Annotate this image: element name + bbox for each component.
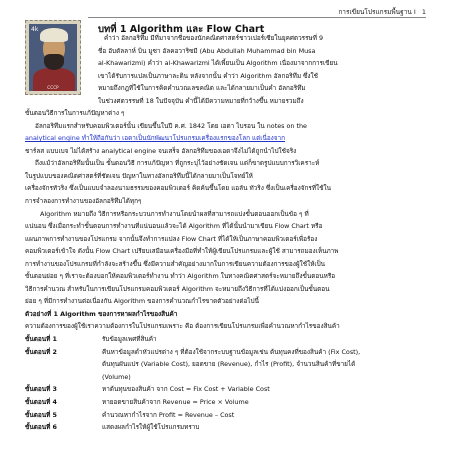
step-row — [25, 346, 426, 359]
stamp-country: CCCP — [47, 85, 59, 90]
para2-line-8: ย่อย ๆ ที่มีการทำงานต่อเนื่องกัน Algorithm ของการคำนวณกำไรขาดตัวอย่างต่อไปนี้ — [25, 297, 259, 305]
intro-line-5: หมายถึงกฎที่ใช้ในการคิดคำนวณเลขคณิต และได้กลายมาเป็นคำ อัลกอริทึม — [98, 84, 306, 92]
step-label: ขั้นตอนที่ 5 — [25, 410, 57, 419]
header-text: การเขียนโปรแกรมพื้นฐาน I — [338, 8, 416, 16]
step-text: คำนวณหากำไรจาก Profit = Revenue – Cost — [102, 410, 235, 419]
para2-line-4: คอมพิวเตอร์เข้าใจ ดังนั้น Flow Chart เปรียบเสมือนเครื่องมือที่ทำให้ผู้เขียนโปรแกรมและผู้ใช้ สามารถมองเห็นภาพ — [25, 247, 339, 255]
page-header — [338, 7, 426, 17]
intro-line-6: ในช่วงศตวรรษที่ 18 ในปัจจุบัน คำนี้ได้มีความหมายที่กว้างขึ้น หมายรวมถึง — [98, 97, 304, 105]
para1-line-1: ขั้นตอนวิธีการในการแก้ปัญหาต่าง ๆ — [25, 109, 125, 117]
stamp-turban — [40, 28, 68, 42]
example-title: ตัวอย่างที่ 1 Algorithm ของการหาผลกำไรของสินค้า — [25, 310, 178, 318]
header-divider — [88, 17, 426, 18]
page-number: 1 — [421, 8, 426, 16]
para2-line-7: วิธีการคำนวณ สำหรับในการเขียนโปรแกรมคอมพิวเตอร์ Algorithm จะหมายถึงวิธีการที่ได้แบ่งออกเป็นขั้นตอน — [25, 285, 330, 293]
step-text: แสดงผลกำไรให้ผู้ใช้โปรแกรมทราบ — [102, 423, 200, 432]
stamp-artwork — [29, 24, 77, 91]
step-label: ขั้นตอนที่ 6 — [25, 423, 57, 432]
algorithm-portrait-stamp — [25, 20, 81, 95]
intro-line-2: ชื่อ อับดัลลาห์ บิน มูซา อัลคอวาริซมี (Abu Abdullah Muhammad bin Musa — [98, 47, 316, 55]
step-row — [25, 421, 426, 434]
step-row — [25, 396, 426, 409]
example-subtitle: ความต้องการของผู้ใช้เราความต้องการในโปรแกรมเพราะ คือ ต้องการเขียนโปรแกรมเพื่อคำนวณหากำไรของสินค้า — [25, 322, 340, 330]
para1-line-6: ในรูปแบบของคณิตศาสตร์ที่ชัดเจน ปัญหาในทางอัลกอริทึมนี้ได้กลายมาเป็นโจทย์ให้ — [25, 172, 253, 180]
step-row — [25, 358, 426, 371]
step-text: หาต้นทุนของสินค้า จาก Cost = Fix Cost + Variable Cost — [102, 385, 270, 394]
step-text: (Volume) — [102, 372, 131, 381]
step-label: ขั้นตอนที่ 4 — [25, 397, 57, 406]
intro-line-1: คำว่า อัลกอริทึม มีที่มาจากชื่อของนักคณิตศาสตร์ชาวเปอร์เซียในยุคศตวรรษที่ 9 — [104, 34, 324, 42]
para2-line-5: การทำงานของโปรแกรมที่กำลังจะสร้างขึ้น ซึ่งมีความสำคัญอย่างมากในการเขียนความต้องการของผู้ใช้ให้เป็น — [25, 260, 326, 268]
step-row — [25, 333, 426, 346]
step-row — [25, 371, 426, 384]
para2-line-6: ขั้นตอนย่อย ๆ ที่เราจะต้องบอกให้คอมพิวเตอร์ทำงาน ทำว่า Algorithm ในทางคณิตศาสตร์จะหมายถึงขั้นตอนหรือ — [25, 272, 336, 280]
para2-line-2: แน่นอน ซึ่งเมื่อกระทำขั้นตอนการทำงานที่แน่นอนแล้วจะได้ Algorithm ที่ได้นั้นนำมาเขียน Flow Chart หรือ — [25, 222, 323, 230]
stamp-beard — [44, 54, 64, 70]
para1-line-4: ชาร์ลส แบบเบจ ไม่ได้สร้าง analytical engine จนเสร็จ อัลกอริทึมของเอดาจึงไม่ได้ถูกนำไปใช้จริง — [25, 147, 297, 155]
step-text: รับข้อมูลเพศที่สินค้า — [102, 335, 157, 343]
step-row — [25, 409, 426, 422]
stamp-value: 4k — [31, 26, 39, 33]
para2-line-3: แผนภาพการทำงานของโปรแกรม จากนั้นจึงทำการแปลง Flow Chart ที่ได้ให้เป็นภาษาคอมพิวเตอร์เพื่อร้อง — [25, 235, 318, 243]
para1-line-3[interactable]: analytical engine ทำให้ถือกันว่า เอดาเป็นนักพัฒนาโปรแกรมเครื่องแรกของโลก แต่เนื่องจาก — [25, 134, 286, 142]
chapter-title: บทที่ 1 Algorithm และ Flow Chart — [98, 24, 265, 35]
para1-line-5: ถึงแม้ว่าอัลกอริทึมนั้นเป็น ขั้นตอนวิธี การแก้ปัญหา ที่ถูกระบุไว้อย่างชัดเจน แต่ก็ขาดรูปแบบการวิเคราะห์ — [35, 159, 320, 167]
step-label: ขั้นตอนที่ 3 — [25, 385, 57, 394]
intro-line-4: เขาได้รับการแปลเป็นภาษาละติน หลังจากนั้น คำว่า Algorithm อัลกอริทึม ซึ่งใช้ — [98, 72, 318, 80]
para1-line-2: อัลกอริทึมแรกสำหรับคอมพิวเตอร์นั้น เขียนขึ้นในปี ค.ศ. 1842 โดย เอดา ไบรอน ใน notes on the — [35, 122, 307, 130]
para1-line-8: การจำลองการทำงานของอัลกอริทึมได้ทุกๆ — [25, 197, 142, 205]
step-label: ขั้นตอนที่ 2 — [25, 347, 57, 356]
step-text: หายอดขายสินค้าจาก Revenue = Price × Volume — [102, 397, 249, 406]
para2-line-1: Algorithm หมายถึง วิธีการหรือกระบวนการทำงานโดยนำผลที่สามารถแบ่งขั้นตอนออกเป็นข้อ ๆ ที่ — [40, 210, 309, 218]
algorithm-steps-list — [25, 333, 426, 434]
intro-line-3: al-Khawarizmi) คำว่า al-Khawarizmi ได้เพี้ยนเป็น Algorithm เนื่องมาจากการเขียน — [98, 59, 338, 67]
step-text: ต้นทุนผันแปร (Variable Cost), ยอดขาย (Revenue), กำไร (Profit), จำนวนสินค้าที่ขายได้ — [102, 360, 356, 369]
step-text: คืนหาข้อมูลดำหัวแปรต่าง ๆ ที่ต้องใช้จากระบบฐานข้อมูลเช่น ต้นทุนคงที่ของสินค้า (Fix Cost), — [102, 347, 361, 356]
para1-line-7: เครื่องจักรทัวริง ซึ่งเป็นแบบจำลองนามธรรมของคอมพิวเตอร์ คิดค้นขึ้นโดย แอลัน ทัวริง ซึ่งเป็นเครื่องจักรที่ใช้ใน — [25, 184, 331, 192]
step-row — [25, 383, 426, 396]
step-label: ขั้นตอนที่ 1 — [25, 335, 57, 343]
